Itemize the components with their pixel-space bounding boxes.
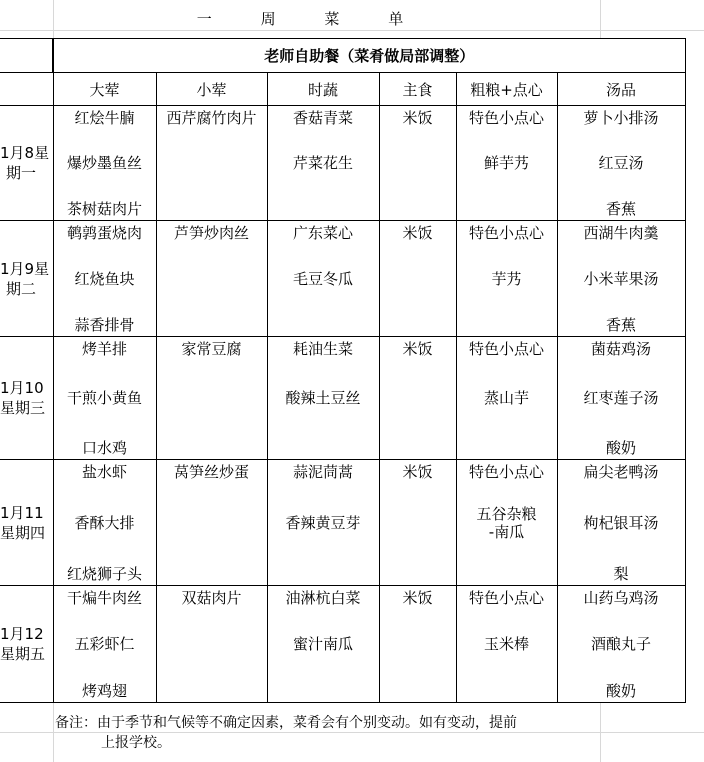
dish-item	[457, 438, 557, 458]
dish-item	[157, 634, 267, 654]
dish-item: 芋艿	[491, 269, 522, 288]
dish-item	[157, 564, 267, 584]
dish-item	[380, 199, 456, 219]
day-label-line: 星期四	[0, 523, 46, 542]
day-label	[0, 460, 53, 586]
day-label	[0, 106, 53, 221]
dish-item	[380, 681, 456, 701]
sheet-title-char: 一	[196, 10, 212, 28]
day-label-line: 期二	[6, 279, 37, 298]
menu-table	[0, 38, 686, 703]
column-header-xiaohun: 小荤	[156, 73, 267, 106]
dish-item: 酸奶	[606, 681, 637, 700]
corner-cell	[0, 73, 53, 106]
column-header-tangpin: 汤品	[557, 73, 685, 106]
dish-item: 蒜泥茼蒿	[292, 462, 353, 481]
menu-cell	[156, 106, 267, 221]
dish-item: 芦笋炒肉丝	[173, 223, 249, 242]
dish-item	[268, 681, 379, 701]
footnote-line: 备注：由于季节和气候等不确定因素，菜肴会有个别变动。如有变动，提前	[55, 715, 517, 731]
dish-item: 油淋杭白菜	[285, 588, 361, 607]
menu-cell	[267, 586, 379, 703]
day-block	[0, 221, 685, 337]
dish-item	[157, 681, 267, 701]
dish-item: 红枣莲子汤	[583, 389, 659, 407]
dish-item	[457, 564, 557, 584]
menu-cell	[267, 221, 379, 337]
dish-item	[157, 388, 267, 408]
menu-cell	[156, 586, 267, 703]
dish-item: 鹌鹑蛋烧肉	[66, 223, 142, 242]
dish-item	[380, 438, 456, 458]
day-block	[0, 460, 685, 586]
menu-cell	[557, 106, 685, 221]
corner-cell	[0, 39, 53, 73]
dish-item	[157, 315, 267, 335]
dish-item	[157, 269, 267, 289]
menu-cell	[267, 460, 379, 586]
day-label-line: 1月11	[0, 503, 44, 522]
menu-cell	[456, 337, 557, 460]
footnote-line: 上报学校。	[101, 735, 171, 751]
dish-item: 蒜香排骨	[74, 315, 135, 334]
dish-item	[157, 153, 267, 173]
dish-item: 西芹腐竹肉片	[166, 108, 257, 127]
menu-cell	[53, 586, 156, 703]
menu-cell	[557, 221, 685, 337]
dish-item: 米饭	[402, 108, 433, 127]
day-label	[0, 221, 53, 337]
dish-item: 特色小点心	[468, 339, 544, 358]
day-label	[0, 586, 53, 703]
menu-cell	[456, 106, 557, 221]
dish-item	[268, 438, 379, 458]
dish-item: 香蕉	[606, 315, 637, 334]
menu-cell	[53, 337, 156, 460]
day-label-line: 星期三	[0, 399, 46, 417]
dish-item: 酸奶	[606, 438, 637, 457]
dish-item: 米饭	[402, 339, 433, 358]
dish-item	[380, 315, 456, 335]
dish-item: 蒸山芋	[483, 389, 529, 407]
dish-item: 酒酿丸子	[591, 635, 652, 653]
dish-item	[457, 681, 557, 701]
menu-cell	[379, 106, 456, 221]
dish-item: 特色小点心	[468, 462, 544, 481]
dish-item	[157, 438, 267, 458]
column-header-culiang: 粗粮+点心	[456, 73, 557, 106]
sheet-title-char: 周	[260, 10, 276, 28]
day-label-line: 星期五	[0, 645, 46, 663]
dish-item: 菌菇鸡汤	[591, 339, 652, 358]
menu-cell	[557, 337, 685, 460]
menu-cell	[557, 460, 685, 586]
day-label-line: 1月8星	[0, 144, 50, 162]
day-label-line: 期一	[6, 164, 37, 182]
dish-item: 红烩牛腩	[74, 108, 135, 127]
menu-cell	[53, 460, 156, 586]
dish-item: 家常豆腐	[181, 339, 242, 358]
dish-item	[380, 634, 456, 654]
dish-item: 米饭	[402, 588, 433, 607]
menu-cell	[156, 337, 267, 460]
dish-item: 芹菜花生	[292, 154, 353, 172]
dish-item: 五彩虾仁	[74, 635, 135, 653]
dish-item	[268, 564, 379, 584]
dish-item: 爆炒墨鱼丝	[66, 154, 142, 172]
menu-cell	[379, 337, 456, 460]
dish-item: 梨	[613, 564, 629, 583]
dish-item	[157, 199, 267, 219]
menu-cell	[156, 221, 267, 337]
dish-item: 口水鸡	[81, 438, 127, 457]
dish-item	[268, 315, 379, 335]
dish-item: 枸杞银耳汤	[583, 513, 659, 532]
dish-item: 烤鸡翅	[81, 681, 127, 700]
menu-cell	[456, 586, 557, 703]
dish-item: 特色小点心	[468, 588, 544, 607]
menu-cell	[53, 106, 156, 221]
dish-item: 米饭	[402, 462, 433, 481]
dish-item: 广东菜心	[292, 223, 353, 242]
menu-cell	[379, 221, 456, 337]
day-block	[0, 106, 685, 221]
day-label	[0, 337, 53, 460]
column-header-dahun: 大荤	[53, 73, 156, 106]
menu-cell	[456, 460, 557, 586]
dish-item	[157, 513, 267, 533]
menu-cell	[456, 221, 557, 337]
column-header-shishu: 时蔬	[267, 73, 379, 106]
dish-item: 烤羊排	[81, 339, 127, 358]
dish-item: 红烧狮子头	[66, 564, 142, 583]
dish-item: 米饭	[402, 223, 433, 242]
sheet-gridline	[0, 30, 704, 31]
dish-item	[457, 315, 557, 335]
day-block	[0, 337, 685, 460]
dish-item: 玉米棒	[483, 635, 529, 653]
sheet-title	[0, 8, 600, 29]
dish-item: 萝卜小排汤	[583, 108, 659, 127]
dish-item	[380, 513, 456, 533]
dish-item	[457, 199, 557, 219]
dish-item: 干煎小黄鱼	[66, 389, 142, 407]
table-title: 老师自助餐（菜肴做局部调整）	[53, 39, 685, 73]
dish-item: 香酥大排	[74, 513, 135, 532]
dish-item: 毛豆冬瓜	[292, 269, 353, 288]
day-label-line: 1月9星	[0, 259, 50, 278]
dish-item	[380, 564, 456, 584]
dish-item: 双菇肉片	[181, 588, 242, 607]
dish-item: 山药乌鸡汤	[583, 588, 659, 607]
dish-item: 香蕉	[606, 199, 637, 218]
dish-item: 特色小点心	[468, 223, 544, 242]
day-label-line: 1月12	[0, 625, 44, 643]
sheet-title-char: 菜	[324, 10, 340, 28]
dish-item: 茶树菇肉片	[66, 199, 142, 218]
dish-item: 耗油生菜	[292, 339, 353, 358]
dish-item: 特色小点心	[468, 108, 544, 127]
menu-cell	[379, 586, 456, 703]
column-header-zhushi: 主食	[379, 73, 456, 106]
dish-item: 鲜芋艿	[483, 154, 529, 172]
menu-cell	[267, 106, 379, 221]
dish-item	[268, 199, 379, 219]
menu-cell	[557, 586, 685, 703]
dish-item: 干煸牛肉丝	[66, 588, 142, 607]
dish-item	[380, 388, 456, 408]
dish-item: 酸辣土豆丝	[285, 389, 361, 407]
day-label-line: 1月10	[0, 379, 44, 397]
dish-item: 小米苹果汤	[583, 269, 659, 288]
dish-item: 扁尖老鸭汤	[583, 462, 659, 481]
dish-item: 红烧鱼块	[74, 269, 135, 288]
menu-cell	[53, 221, 156, 337]
dish-item: 香菇青菜	[292, 108, 353, 127]
sheet-title-char: 单	[388, 10, 404, 28]
dish-item: 红豆汤	[598, 154, 644, 172]
dish-item	[380, 153, 456, 173]
menu-cell	[267, 337, 379, 460]
dish-item	[380, 269, 456, 289]
dish-item: 盐水虾	[81, 462, 127, 481]
footnote	[55, 713, 615, 753]
dish-item: 蜜汁南瓜	[292, 635, 353, 653]
dish-item: 香辣黄豆芽	[285, 513, 361, 532]
menu-cell	[379, 460, 456, 586]
dish-item: 西湖牛肉羹	[583, 223, 659, 242]
menu-cell	[156, 460, 267, 586]
day-block	[0, 586, 685, 703]
dish-item: 五谷杂粮 -南瓜	[476, 504, 537, 541]
dish-item: 莴笋丝炒蛋	[173, 462, 249, 481]
